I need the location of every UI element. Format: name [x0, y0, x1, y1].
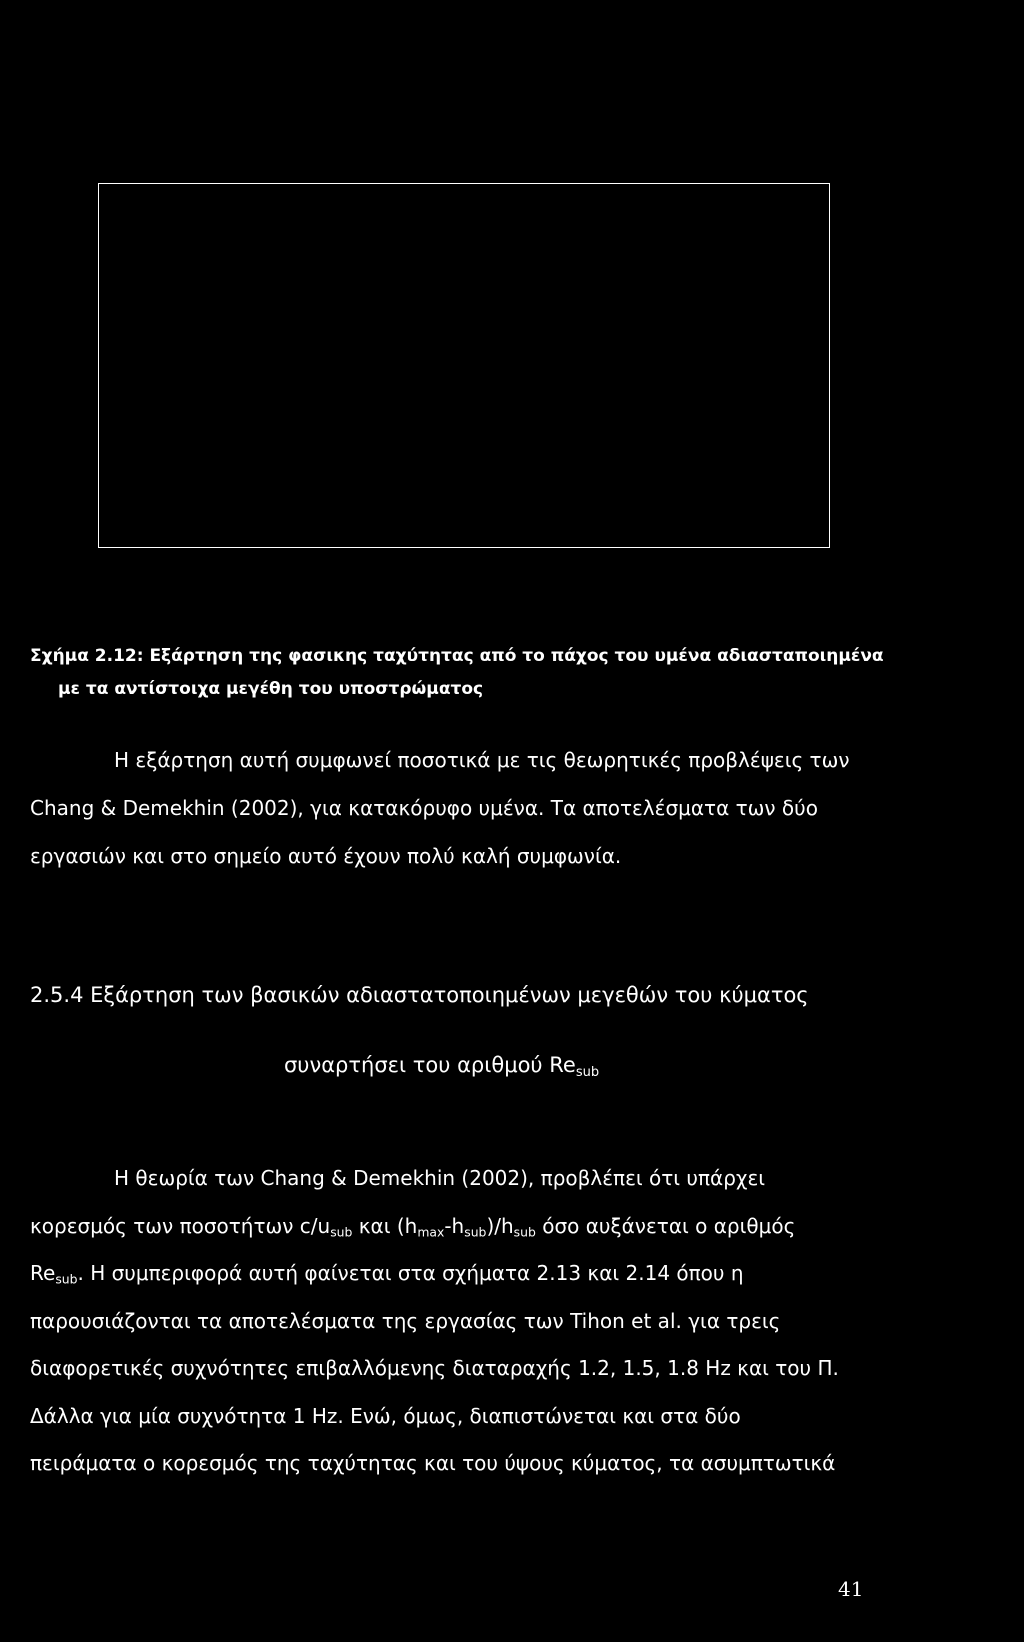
paragraph-1-line-3: εργασιών και στο σημείο αυτό έχουν πολύ καλή συμφωνία. [30, 844, 622, 868]
caption-line-1: Σχήμα 2.12: Εξάρτηση της φασικης ταχύτητας από το πάχος του υμένα αδιασταποιημένα [30, 646, 884, 666]
section-heading-line-2 [30, 1030, 875, 1100]
p2-l2-d: )/h [486, 1213, 514, 1238]
paragraph-2-line-7: πειράματα ο κορεσμός της ταχύτητας και του ύψους κύματος, τα ασυμπτωτικά [30, 1451, 836, 1475]
p2-l2-c: -h [444, 1213, 465, 1238]
paragraph-1-line-1: Η εξάρτηση αυτή συμφωνεί ποσοτικά με τις θεωρητικές προβλέψεις των [114, 748, 850, 772]
paragraph-2 [30, 1155, 875, 1488]
paragraph-2-line-5: διαφορετικές συχνότητες επιβαλλόμενης διαταραχής 1.2, 1.5, 1.8 Hz και του Π. [30, 1356, 839, 1380]
p2-l2-sub3: sub [464, 1224, 487, 1240]
paragraph-2-line-1: Η θεωρία των Chang & Demekhin (2002), προβλέπει ότι υπάρχει [114, 1166, 766, 1190]
section-heading-line-1: 2.5.4 Εξάρτηση των βασικών αδιαστατοποιημένων μεγεθών του κύματος [30, 983, 809, 1007]
p2-l2-sub1: sub [330, 1224, 353, 1240]
paragraph-1-line-2: Chang & Demekhin (2002), για κατακόρυφο υμένα. Τα αποτελέσματα των δύο [30, 796, 818, 820]
p2-l2-b: και (h [352, 1213, 418, 1238]
p2-l2-sub4: sub [513, 1224, 536, 1240]
caption-line-2: με τα αντίστοιχα μεγέθη του υποστρώματος [58, 679, 484, 699]
paragraph-2-line-6: Δάλλα για μία συχνότητα 1 Hz. Ενώ, όμως, διαπιστώνεται και στα δύο [30, 1403, 741, 1428]
p2-l2-a: κορεσμός των ποσοτήτων c/u [30, 1213, 331, 1238]
figure-placeholder [98, 183, 830, 548]
section-heading-subscript: sub [575, 1064, 600, 1080]
p2-l3-a: Re [30, 1261, 56, 1285]
p2-l2-e: όσο αυξάνεται ο αριθμός [535, 1213, 796, 1238]
p2-l2-sub2: max [417, 1224, 445, 1240]
p2-l3-b: . Η συμπεριφορά αυτή φαίνεται στα σχήματα 2.13 και 2.14 όπου η [77, 1261, 744, 1285]
paragraph-1 [30, 736, 875, 880]
section-heading-text: συναρτήσει του αριθμού Re [284, 1053, 576, 1077]
paragraph-2-line-3 [30, 1250, 875, 1298]
section-heading [30, 960, 875, 1100]
figure-caption [30, 640, 930, 706]
page-number: 41 [838, 1577, 864, 1601]
paragraph-2-line-2 [30, 1203, 875, 1251]
paragraph-2-line-4: παρουσιάζονται τα αποτελέσματα της εργασίας των Tihon et al. για τρεις [30, 1308, 781, 1333]
p2-l3-sub: sub [55, 1271, 78, 1287]
